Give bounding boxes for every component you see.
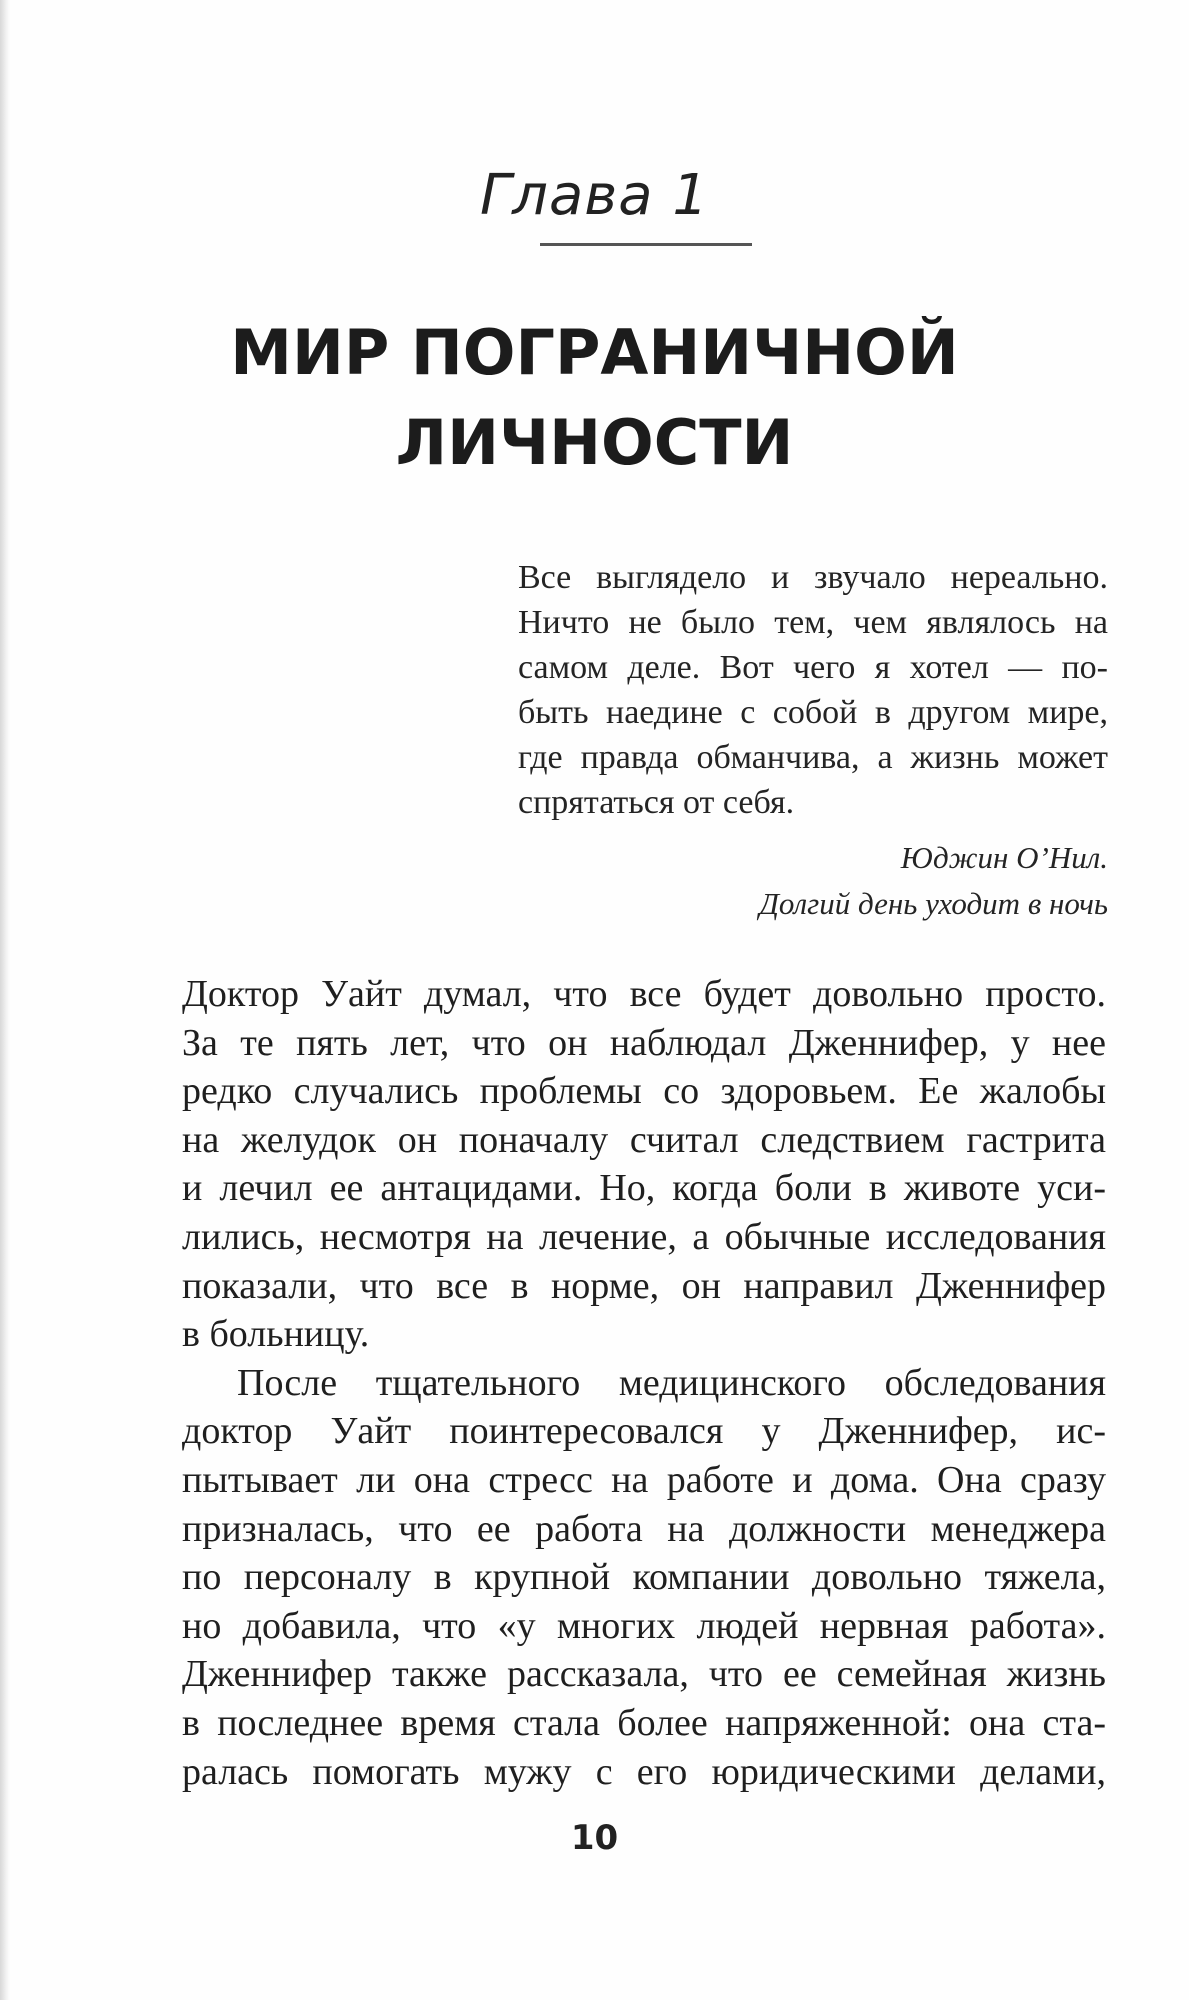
body-line: в больницу. <box>182 1313 370 1356</box>
epigraph-line: самом деле. Вот чего я хотел — по- <box>518 649 1108 686</box>
body-line: Доктор Уайт думал, что все будет довольно просто. <box>182 973 1106 1015</box>
epigraph-line: спрятаться от себя. <box>518 784 795 821</box>
body-line: но добавила, что «у многих людей нервная работа». <box>182 1604 1106 1647</box>
chapter-underline <box>540 243 752 246</box>
chapter-title-line: ЛИЧНОСТИ <box>395 406 794 479</box>
body-line: редко случались проблемы со здоровьем. Ее жалобы <box>182 1070 1106 1113</box>
body-line: пытывает ли она стресс на работе и дома. Она сразу <box>182 1458 1106 1501</box>
epigraph-line: Ничто не было тем, чем являлось на <box>518 604 1108 641</box>
body-line: Дженнифер также рассказала, что ее семейная жизнь <box>182 1653 1106 1696</box>
epigraph-author: Юджин О’Нил. <box>900 840 1108 875</box>
body-line: по персоналу в крупной компании довольно тяжела, <box>182 1556 1106 1599</box>
body-line: призналась, что ее работа на должности менеджера <box>182 1507 1106 1550</box>
body-line: доктор Уайт поинтересовался у Дженнифер, ис- <box>182 1410 1106 1453</box>
body-line: в последнее время стала более напряженной: она ста- <box>182 1701 1106 1744</box>
page-edge-shadow <box>0 0 10 2000</box>
body-line: показали, что все в норме, он направил Дженнифер <box>182 1264 1106 1307</box>
body-line: на желудок он поначалу считал следствием гастрита <box>182 1118 1106 1161</box>
body-line: лились, несмотря на лечение, а обычные исследования <box>182 1215 1106 1258</box>
page-number: 10 <box>570 1818 619 1858</box>
body-text <box>182 970 1106 1796</box>
epigraph-line: где правда обманчива, а жизнь может <box>518 739 1108 776</box>
epigraph-line: быть наедине с собой в другом мире, <box>518 694 1108 731</box>
epigraph-source: Долгий день уходит в ночь <box>759 886 1108 921</box>
epigraph-attribution <box>600 835 1108 927</box>
body-line: и лечил ее антацидами. Но, когда боли в животе уси- <box>182 1167 1106 1210</box>
body-line: За те пять лет, что он наблюдал Дженнифер, у нее <box>182 1021 1106 1064</box>
epigraph-line: Все выглядело и звучало нереально. <box>518 559 1108 596</box>
body-line: ралась помогать мужу с его юридическими делами, <box>182 1750 1106 1793</box>
epigraph <box>518 555 1108 825</box>
chapter-label: Глава 1 <box>479 163 710 228</box>
body-line: После тщательного медицинского обследования <box>237 1361 1106 1404</box>
chapter-title <box>0 308 1189 488</box>
chapter-title-line: МИР ПОГРАНИЧНОЙ <box>230 316 959 389</box>
